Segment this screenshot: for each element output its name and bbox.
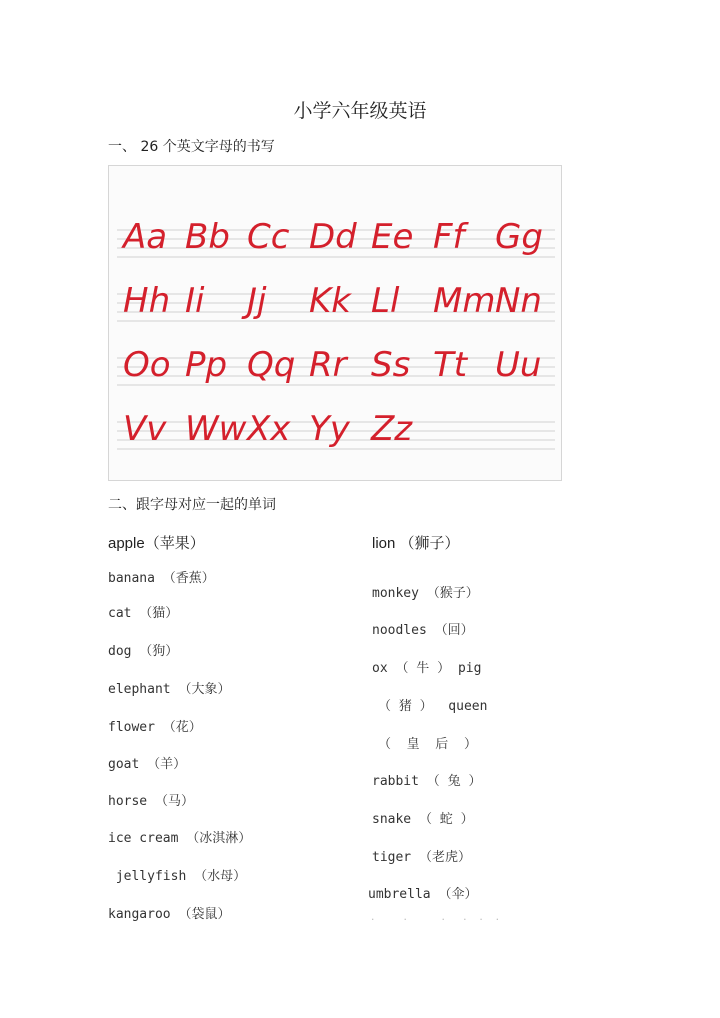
word-cat: cat （猫） bbox=[108, 606, 179, 621]
letter-pair: Bb bbox=[185, 217, 230, 257]
page-title: 小学六年级英语 bbox=[293, 100, 427, 122]
letter-pair: Pp bbox=[185, 345, 228, 385]
word-ice-cream: ice cream （冰淇淋） bbox=[108, 831, 252, 846]
word-pig-queen: （ 猪 ） queen bbox=[378, 699, 488, 714]
word-elephant: elephant （大象） bbox=[108, 682, 231, 697]
letter-pair: Kk bbox=[309, 281, 351, 321]
letter-pair: Vv bbox=[123, 409, 167, 449]
letter-pair: Ww bbox=[185, 409, 247, 449]
letter-pair: Mm bbox=[433, 281, 496, 321]
word-snake: snake （ 蛇 ） bbox=[372, 812, 474, 827]
letter-pair: Tt bbox=[433, 345, 468, 385]
letter-pair: Ii bbox=[185, 281, 205, 321]
word-monkey: monkey （猴子） bbox=[372, 586, 479, 601]
word-umbrella: umbrella （伞） bbox=[368, 887, 478, 902]
letter-pair: Yy bbox=[309, 409, 350, 449]
word-queen-meaning: （ 皇 后 ） bbox=[378, 737, 477, 752]
letter-pair: Xx bbox=[247, 409, 291, 449]
word-kangaroo: kangaroo （袋鼠） bbox=[108, 907, 231, 922]
letter-pair: Rr bbox=[309, 345, 347, 385]
word-banana: banana （香蕉） bbox=[108, 571, 215, 586]
word-tiger: tiger （老虎） bbox=[372, 850, 471, 865]
word-lion: lion （狮子） bbox=[372, 535, 460, 552]
letter-pair: Nn bbox=[495, 281, 542, 321]
clipped-next-line: . . . . . . bbox=[370, 913, 501, 923]
letter-pair: Gg bbox=[495, 217, 543, 257]
alphabet-writing-image bbox=[108, 165, 562, 481]
letter-pair: Ff bbox=[433, 217, 465, 257]
word-jellyfish: jellyfish （水母） bbox=[108, 869, 247, 884]
word-dog: dog （狗） bbox=[108, 644, 179, 659]
letter-pair: Aa bbox=[123, 217, 168, 257]
letter-pair: Jj bbox=[247, 281, 267, 321]
letter-pair: Qq bbox=[247, 345, 296, 385]
letter-pair: Dd bbox=[309, 217, 357, 257]
letter-pair: Zz bbox=[371, 409, 413, 449]
letter-pair: Cc bbox=[247, 217, 290, 257]
letter-pair: Ee bbox=[371, 217, 414, 257]
word-noodles: noodles （回） bbox=[372, 623, 474, 638]
letter-pair: Hh bbox=[123, 281, 171, 321]
word-apple: apple（苹果） bbox=[108, 535, 205, 552]
letter-pair: Ll bbox=[371, 281, 400, 321]
word-goat: goat （羊） bbox=[108, 757, 187, 772]
letter-pair: Ss bbox=[371, 345, 411, 385]
letter-pair: Uu bbox=[495, 345, 542, 385]
section-heading-words: 二、跟字母对应一起的单词 bbox=[108, 497, 276, 513]
word-ox-pig: ox （ 牛 ） pig bbox=[372, 661, 482, 676]
section-heading-alphabet: 一、 26 个英文字母的书写 bbox=[108, 139, 275, 155]
word-flower: flower （花） bbox=[108, 720, 202, 735]
word-horse: horse （马） bbox=[108, 794, 194, 809]
handwriting-practice-lines bbox=[109, 166, 561, 480]
word-rabbit: rabbit （ 兔 ） bbox=[372, 774, 482, 789]
letter-pair: Oo bbox=[123, 345, 171, 385]
